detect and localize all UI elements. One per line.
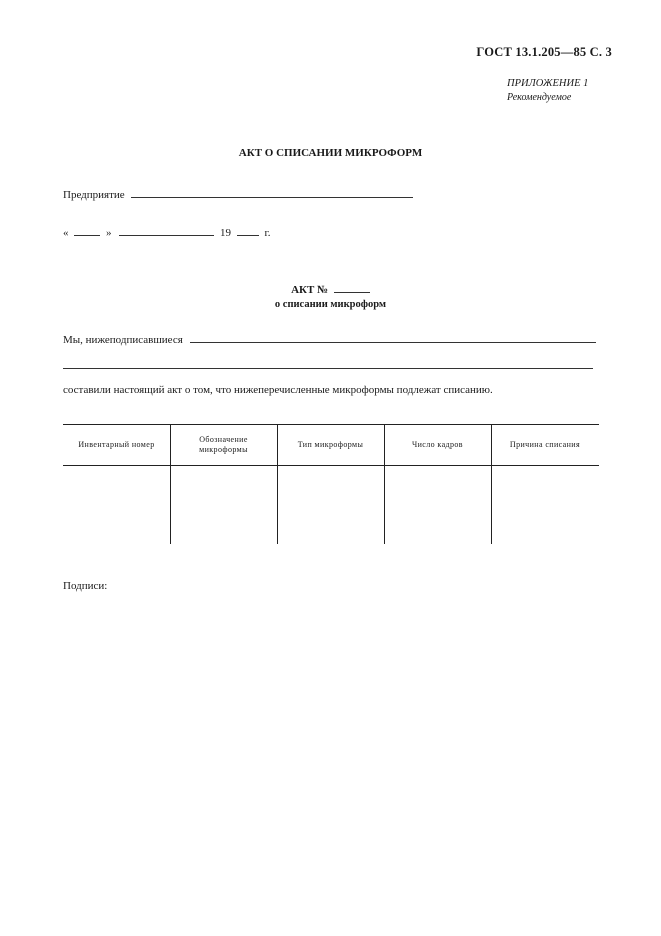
act-number-field[interactable] (334, 283, 370, 293)
signatures-label: Подписи: (63, 580, 108, 592)
date-month-field[interactable] (119, 226, 214, 236)
date-year-field[interactable] (237, 226, 259, 236)
signers-continuation-line[interactable] (63, 368, 593, 369)
date-close-quote: » (106, 227, 112, 239)
act-number-row (0, 283, 661, 296)
signers-row (63, 333, 596, 346)
act-subtitle: о списании микроформ (274, 299, 387, 310)
date-open-quote: « (63, 227, 69, 239)
date-row (63, 226, 271, 239)
standard-code: ГОСТ 13.1.205—85 С. 3 (476, 45, 612, 59)
date-day-field[interactable] (74, 226, 100, 236)
enterprise-row (63, 188, 413, 201)
column-header-inventory-number: Инвентарный номер (78, 439, 155, 449)
date-year-suffix: г. (264, 227, 271, 239)
microforms-table (63, 424, 599, 544)
enterprise-label: Предприятие (63, 189, 125, 201)
enterprise-field[interactable] (131, 188, 413, 198)
column-header-frame-count: Число кадров (412, 439, 463, 449)
date-year-prefix: 19 (220, 227, 231, 239)
column-header-microform-designation: Обозначение микроформы (199, 434, 248, 454)
act-number-label: АКТ № (291, 284, 329, 296)
appendix-status: Рекомендуемое (507, 92, 572, 103)
statement-text: составили настоящий акт о том, что нижеперечисленные микроформы подлежат списанию. (63, 384, 493, 396)
signers-label: Мы, нижеподписавшиеся (63, 334, 183, 346)
signers-field[interactable] (190, 333, 596, 343)
document-title: АКТ О СПИСАНИИ МИКРОФОРМ (238, 147, 423, 159)
appendix-title: ПРИЛОЖЕНИЕ 1 (507, 78, 589, 89)
column-header-microform-type: Тип микроформы (297, 439, 364, 449)
column-header-write-off-reason: Причина списания (509, 439, 581, 449)
table-header-rule (63, 465, 599, 466)
